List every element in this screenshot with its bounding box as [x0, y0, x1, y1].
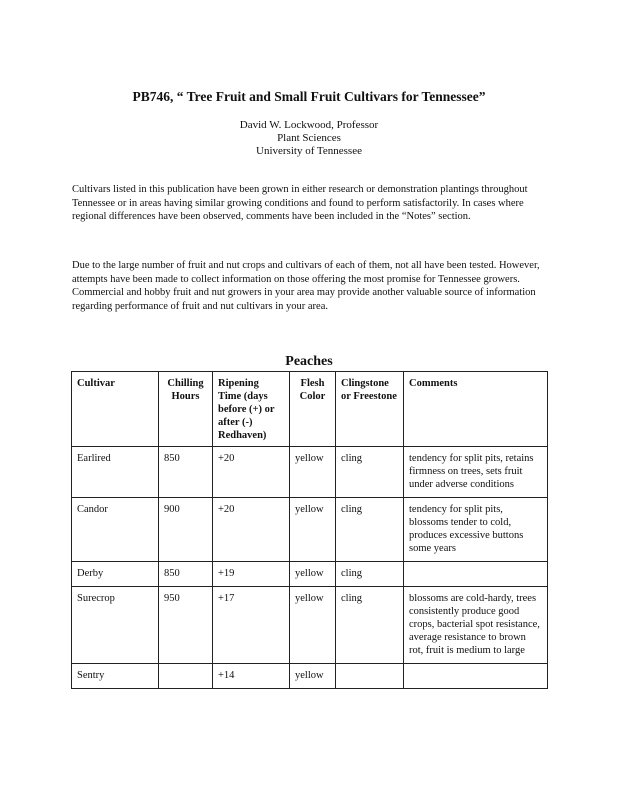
- table-title: Peaches: [285, 354, 333, 369]
- table-row: [72, 498, 548, 562]
- table-row: [72, 664, 548, 689]
- cell-ripening-time: +20: [213, 498, 290, 562]
- cell-cultivar: Candor: [72, 498, 159, 562]
- cell-cultivar: Derby: [72, 562, 159, 587]
- cell-ripening-time: +19: [213, 562, 290, 587]
- cell-stone-type: cling: [336, 562, 404, 587]
- cell-stone-type: [336, 664, 404, 689]
- cell-comments: tendency for split pits, retains firmness on trees, sets fruit under adverse conditions: [404, 447, 548, 498]
- cell-flesh-color: yellow: [290, 447, 336, 498]
- cell-stone-type: cling: [336, 447, 404, 498]
- author-institution: University of Tennessee: [256, 145, 362, 157]
- cell-comments: blossoms are cold-hardy, trees consistently produce good crops, bacterial spot resistance, average resistance to brown rot, fruit is medium to large: [404, 587, 548, 664]
- cell-flesh-color: yellow: [290, 498, 336, 562]
- cell-cultivar: Surecrop: [72, 587, 159, 664]
- cell-comments: tendency for split pits, blossoms tender to cold, produces excessive buttons some years: [404, 498, 548, 562]
- cell-cultivar: Sentry: [72, 664, 159, 689]
- cell-chilling-hours: 900: [159, 498, 213, 562]
- cell-ripening-time: +20: [213, 447, 290, 498]
- header-stone-type: Clingstone or Freestone: [336, 372, 404, 447]
- cell-chilling-hours: [159, 664, 213, 689]
- scope-paragraph: Due to the large number of fruit and nut crops and cultivars of each of them, not all have been tested. However, attempts have been made to collect information on those offering the most promise for Tennessee growers. Commercial and hobby fruit and nut growers in your area may provide another valuable source of information regarding performance of fruit and nut cultivars in your area.: [72, 260, 540, 312]
- table-header-row: [72, 372, 548, 447]
- author-block: [0, 119, 618, 158]
- cell-comments: [404, 562, 548, 587]
- header-comments: Comments: [404, 372, 548, 447]
- cell-ripening-time: +17: [213, 587, 290, 664]
- cell-flesh-color: yellow: [290, 587, 336, 664]
- header-ripening-time: Ripening Time (days before (+) or after (-) Redhaven): [213, 372, 290, 447]
- header-flesh-color: Flesh Color: [290, 372, 336, 447]
- cell-chilling-hours: 850: [159, 562, 213, 587]
- intro-paragraph: Cultivars listed in this publication have been grown in either research or demonstration plantings throughout Tennessee or in areas having similar growing conditions and found to perform satisfactorily. In cases where regional differences have been observed, comments have been included in the “Notes” section.: [72, 184, 528, 223]
- cell-flesh-color: yellow: [290, 562, 336, 587]
- table-row: [72, 447, 548, 498]
- author-name: David W. Lockwood, Professor: [239, 119, 379, 131]
- cell-chilling-hours: 950: [159, 587, 213, 664]
- cell-stone-type: cling: [336, 498, 404, 562]
- cell-ripening-time: +14: [213, 664, 290, 689]
- table-row: [72, 562, 548, 587]
- cell-comments: [404, 664, 548, 689]
- author-department: Plant Sciences: [277, 132, 341, 144]
- header-chilling-hours: Chilling Hours: [159, 372, 213, 447]
- document-title: PB746, “ Tree Fruit and Small Fruit Cultivars for Tennessee”: [132, 89, 486, 104]
- table-row: [72, 587, 548, 664]
- peach-cultivar-table: [71, 371, 548, 689]
- cell-stone-type: cling: [336, 587, 404, 664]
- cell-flesh-color: yellow: [290, 664, 336, 689]
- cell-chilling-hours: 850: [159, 447, 213, 498]
- header-cultivar: Cultivar: [72, 372, 159, 447]
- cell-cultivar: Earlired: [72, 447, 159, 498]
